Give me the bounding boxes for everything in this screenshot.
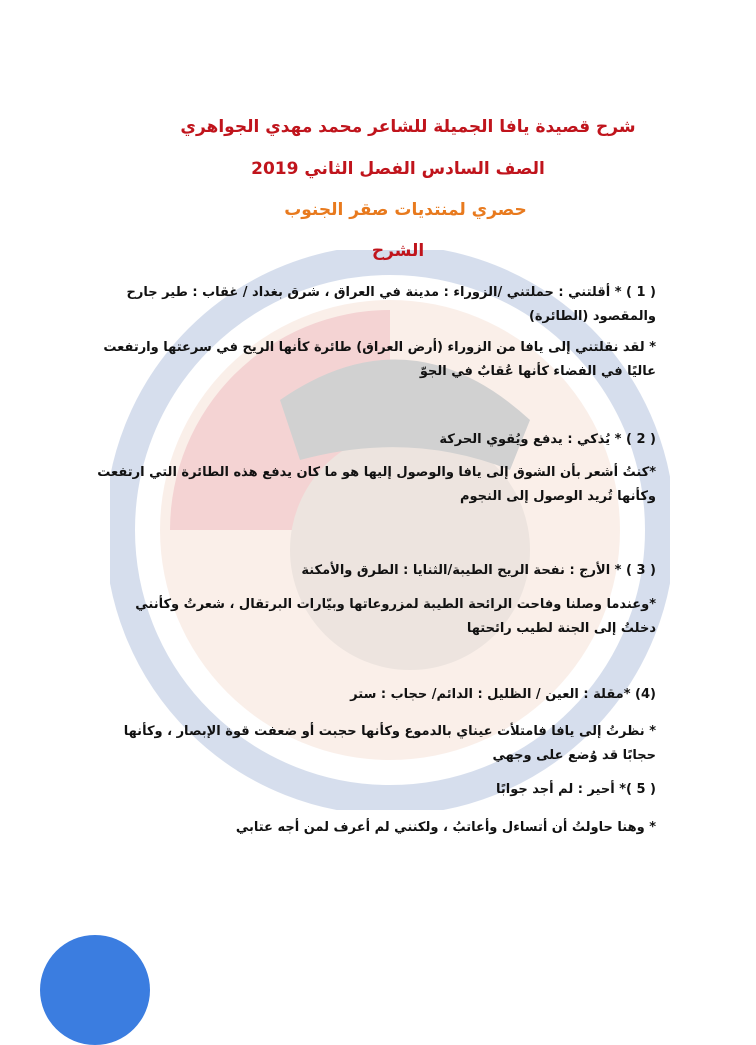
item-1-explanation: * لقد نقلتني إلى يافا من الزوراء (أرض العراق) طائرة كأنها الريح في سرعتها وارتفعت عاليًا في الفضاء كأنها عُقابٌ في الجوّ (103, 340, 656, 379)
item-5-vocab: ( 5 )* أحير : لم أجد جوابًا (496, 782, 656, 797)
document-subtitle: الصف السادس الفصل الثاني 2019 (251, 159, 545, 179)
section-heading: الشرح (371, 241, 425, 261)
item-2-vocab: ( 2 ) * يُذكي : يدفع ويُقوي الحركة (439, 432, 656, 447)
item-3-vocab: ( 3 ) * الأرج : نفحة الريح الطيبة/الثنايا : الطرق والأمكنة (301, 563, 656, 578)
item-4-explanation: * نظرتُ إلى يافا فامتلأت عيناي بالدموع وكأنها حجبت أو ضعفت قوة الإبصار ، وكأنها حجابًا قد وُضع على وجهي (123, 724, 656, 763)
floating-action-button[interactable] (40, 935, 150, 1045)
item-4-vocab: (4) *مقلة : العين / الظليل : الدائم/ حجاب : ستر (350, 687, 656, 702)
item-3-explanation: *وعندما وصلنا وفاحت الرائحة الطيبة لمزروعاتها وبيّارات البرتقال ، شعرتُ وكأنني دخلتُ إلى الجنة لطيب رائحتها (135, 597, 656, 636)
item-1-vocab: ( 1 ) * أقلتني : حملتني /الزوراء : مدينة في العراق ، شرق بغداد / غقاب : طير جارح والمقصود (الطائرة) (126, 285, 656, 324)
item-2-explanation: *كنتُ أشعر بأن الشوق إلى يافا والوصول إليها هو ما كان يدفع هذه الطائرة التي ارتفعت وكأنها تُريد الوصول إلى النجوم (97, 465, 656, 504)
document-title: شرح قصيدة يافا الجميلة للشاعر محمد مهدي الجواهري (180, 117, 636, 137)
item-5-explanation: * وهنا حاولتُ أن أتساءل وأعاتبُ ، ولكنني لم أعرف لمن أجه عتابي (235, 820, 656, 835)
exclusive-note: حصري لمنتديات صقر الجنوب (284, 200, 527, 220)
